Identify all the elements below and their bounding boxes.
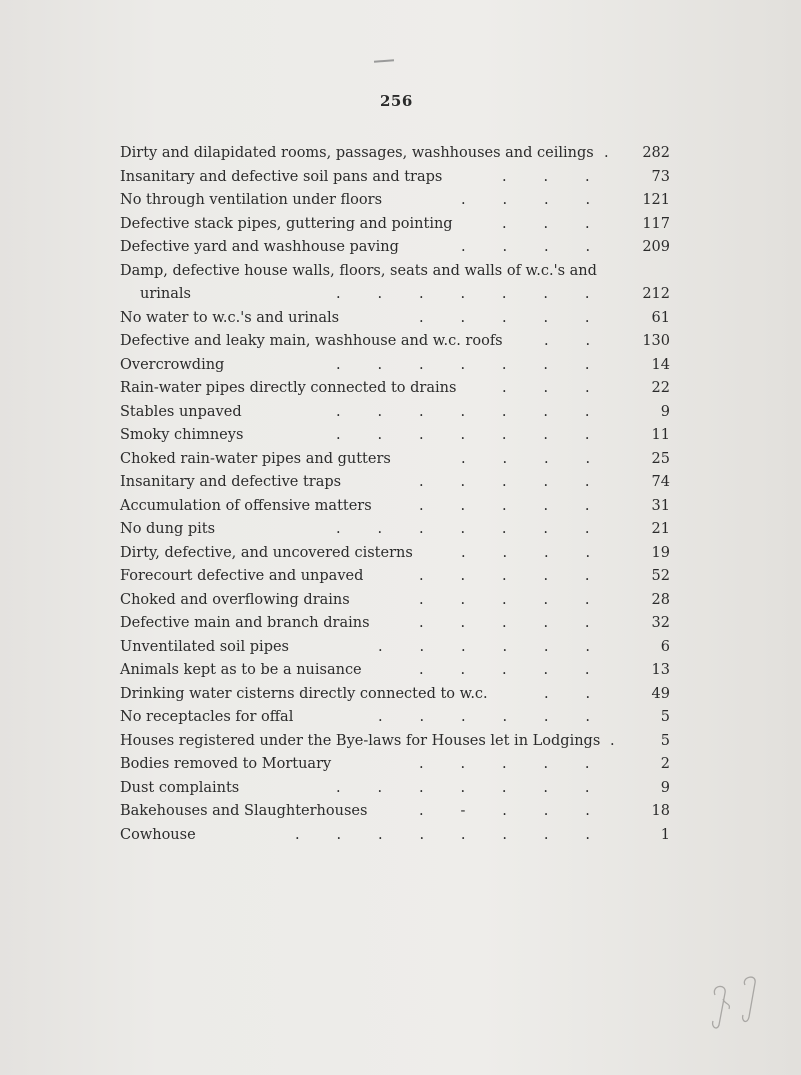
table-row [120, 709, 680, 731]
row-label: Defective stack pipes, guttering and pointing [120, 215, 453, 232]
row-value: 73 [651, 168, 670, 185]
leader-dots: . . . . . [419, 615, 590, 631]
leader-dots: . . [544, 685, 591, 702]
table-row [120, 404, 680, 426]
leader-dots: . . . . . [419, 497, 590, 514]
table-row [120, 216, 680, 238]
pencil-annotation-icon [705, 965, 765, 1035]
leader-dots: . . . . [461, 239, 591, 255]
row-label: Choked rain-water pipes and gutters [120, 450, 391, 467]
row-value: 18 [651, 803, 670, 819]
leader-dots: . . . . . . . [336, 356, 590, 373]
table-row [120, 686, 680, 708]
row-value: 121 [642, 192, 670, 208]
row-label: No water to w.c.'s and urinals [120, 309, 340, 326]
table-row [120, 451, 680, 473]
row-value: 14 [651, 356, 670, 373]
table-row [120, 145, 680, 167]
row-value: 5 [660, 709, 670, 725]
leader-dots: . . . . . [419, 591, 590, 608]
leader-dots: . . . . [461, 544, 591, 561]
leader-dots: . . . . . . [378, 638, 591, 655]
row-value: 6 [660, 638, 670, 655]
leader-dots: . . . [502, 215, 590, 232]
leader-dots: . [610, 732, 615, 749]
leader-dots: . . [544, 333, 591, 349]
row-value: 130 [642, 333, 670, 349]
row-value: 52 [651, 568, 670, 584]
row-value: 25 [651, 450, 670, 467]
table-row [120, 427, 680, 449]
row-label: Unventilated soil pipes [120, 638, 289, 655]
row-value: 13 [651, 662, 670, 678]
table-row [120, 615, 680, 637]
leader-dots: . . . . . . . [336, 286, 590, 302]
row-label: Houses registered under the Bye-laws for Houses let in Lodgings [120, 732, 601, 749]
row-label: Overcrowding [120, 356, 225, 373]
leader-dots: . . . . . . [378, 709, 591, 725]
leader-dots: . . . . . [419, 309, 590, 326]
table-row [120, 380, 680, 402]
row-label: Animals kept as to be a nuisance [120, 662, 362, 678]
row-label: No through ventilation under floors [120, 192, 383, 208]
leader-dots: . . . . . [419, 568, 590, 584]
table-row [120, 333, 680, 355]
table-row [120, 803, 680, 825]
row-label: Smoky chimneys [120, 427, 244, 443]
table-row [120, 169, 680, 191]
row-value: 2 [660, 756, 670, 772]
table-row [120, 498, 680, 520]
row-label: Insanitary and defective traps [120, 474, 342, 490]
table-row [120, 357, 680, 379]
row-label: No dung pits [120, 521, 216, 537]
leader-dots: . [604, 145, 609, 161]
leader-dots: . . . [502, 380, 590, 396]
leader-dots: . . . . . . . . [295, 826, 590, 843]
table-row [120, 733, 680, 755]
row-label: No receptacles for offal [120, 709, 294, 725]
row-value: 19 [651, 544, 670, 561]
table-row [120, 662, 680, 684]
table-row [120, 239, 680, 261]
leader-dots: . . . [502, 168, 590, 185]
row-label: Drinking water cisterns directly connected to w.c. [120, 685, 488, 702]
row-value: 32 [651, 615, 670, 631]
table-row [120, 780, 680, 802]
row-label: Dirty, defective, and uncovered cisterns [120, 544, 413, 561]
leader-dots: . . . . . . . [336, 403, 590, 420]
row-label: urinals [140, 286, 191, 302]
row-label: Choked and overflowing drains [120, 591, 350, 608]
row-value: 31 [651, 497, 670, 514]
row-label: Dirty and dilapidated rooms, passages, washhouses and ceilings [120, 145, 594, 161]
table-row [120, 263, 680, 285]
row-label: Dust complaints [120, 779, 240, 796]
leader-dots: . . . . . . . [336, 427, 590, 443]
row-label: Defective yard and washhouse paving [120, 239, 399, 255]
row-value: 282 [642, 145, 670, 161]
row-label: Cowhouse [120, 826, 196, 843]
row-value: 9 [660, 403, 670, 420]
row-value: 28 [651, 591, 670, 608]
row-value: 49 [651, 685, 670, 702]
row-label: Defective main and branch drains [120, 615, 370, 631]
row-value: 212 [642, 286, 670, 302]
row-value: 22 [651, 380, 670, 396]
leader-dots: . . . . [461, 192, 591, 208]
row-label: Accumulation of offensive matters [120, 497, 372, 514]
leader-dots: . . . . . [419, 662, 590, 678]
table-row [120, 286, 680, 308]
leader-dots: . . . . . . . [336, 521, 590, 537]
row-label: Bakehouses and Slaughterhouses [120, 803, 368, 819]
row-value: 74 [651, 474, 670, 490]
table-row [120, 827, 680, 849]
row-label: Bodies removed to Mortuary [120, 756, 332, 772]
row-label: Insanitary and defective soil pans and traps [120, 168, 443, 185]
row-value: 61 [651, 309, 670, 326]
leader-dots: . - . . . [419, 803, 590, 819]
row-value: 117 [642, 215, 670, 232]
row-label: Damp, defective house walls, floors, seats and walls of w.c.'s and [120, 262, 597, 279]
row-label: Rain-water pipes directly connected to drains [120, 380, 457, 396]
row-value: 9 [660, 779, 670, 796]
row-label: Stables unpaved [120, 403, 242, 420]
leader-dots: . . . . . [419, 474, 590, 490]
leader-dots: . . . . [461, 450, 591, 467]
leader-dots: . . . . . . . [336, 779, 590, 796]
table-row [120, 474, 680, 496]
page-number: 256 [380, 92, 413, 110]
table-row [120, 568, 680, 590]
table-row [120, 639, 680, 661]
table-row [120, 521, 680, 543]
row-label: Defective and leaky main, washhouse and w.c. roofs [120, 333, 503, 349]
row-value: 5 [660, 732, 670, 749]
table-row [120, 592, 680, 614]
table-row [120, 310, 680, 332]
row-label: Forecourt defective and unpaved [120, 568, 364, 584]
row-value: 209 [642, 239, 670, 255]
table-row [120, 192, 680, 214]
table-row [120, 545, 680, 567]
row-value: 21 [651, 521, 670, 537]
row-value: 1 [660, 826, 670, 843]
row-value: 11 [651, 427, 670, 443]
leader-dots: . . . . . [419, 756, 590, 772]
table-row [120, 756, 680, 778]
